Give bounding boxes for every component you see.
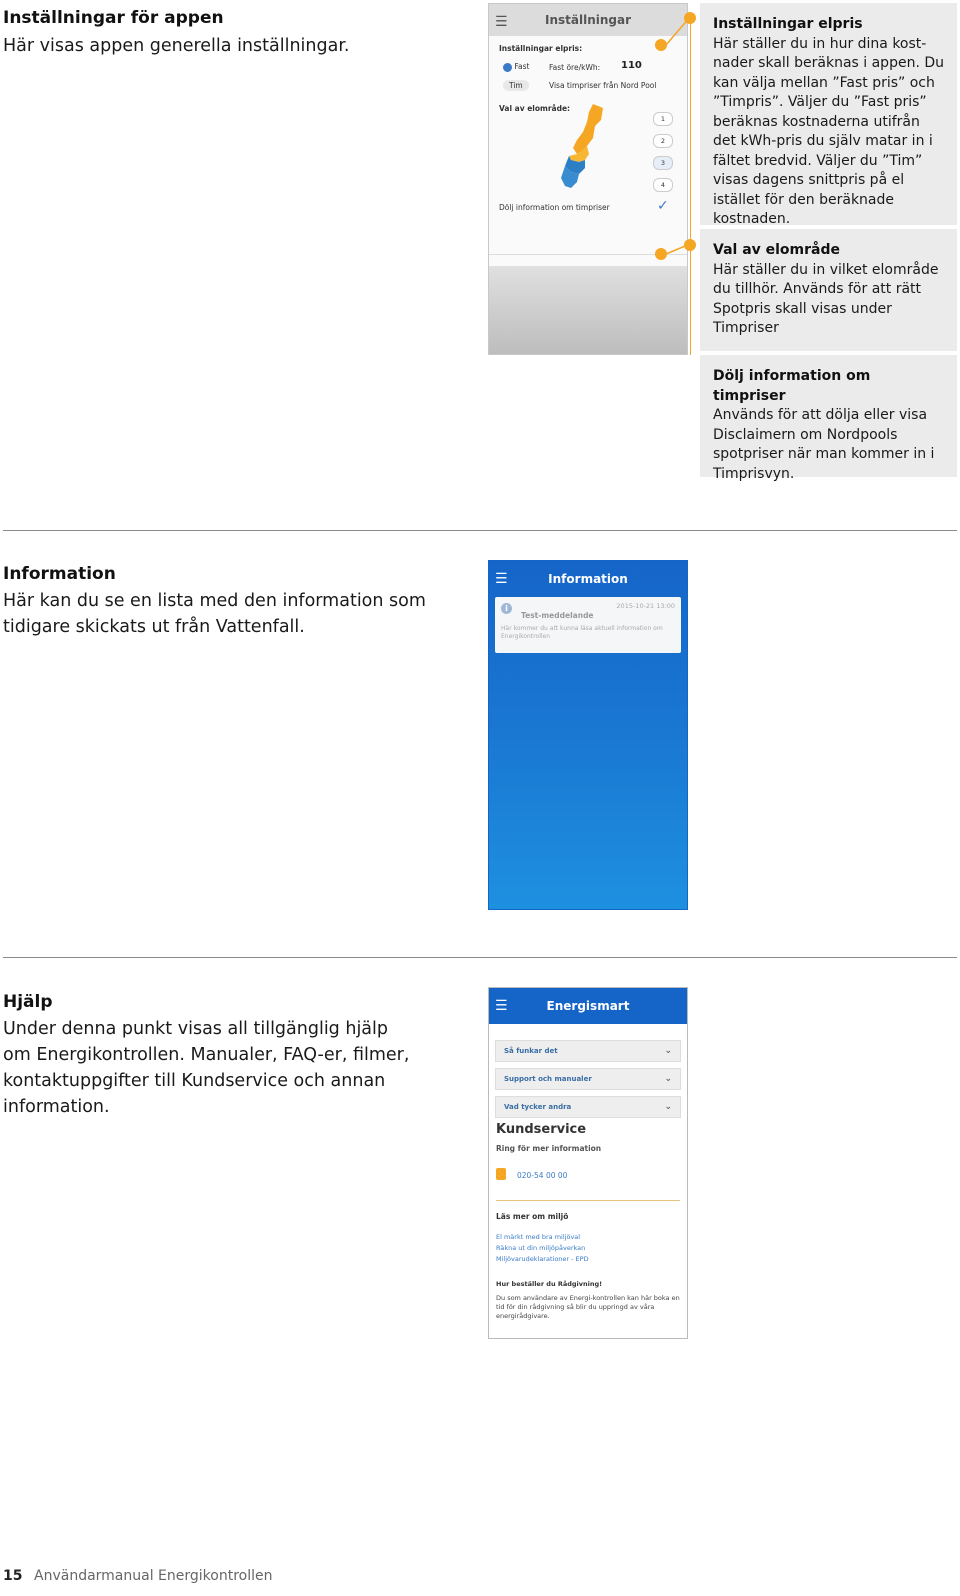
hamburger-icon: ☰ xyxy=(495,998,508,1014)
tim-radio: Tim xyxy=(503,80,529,91)
callout-elpris xyxy=(700,3,957,225)
callout-body: Här ställer du in vilket elområde du tillhör. Används för att rätt Spotpris skall visas under Timpriser xyxy=(713,261,939,336)
message-date: 2015-10-21 13:00 xyxy=(616,602,675,610)
fast-value: 110 xyxy=(621,60,642,71)
connector-lines xyxy=(660,10,700,270)
check-icon: ✓ xyxy=(657,198,669,214)
help-screenshot xyxy=(488,987,688,1339)
section-divider xyxy=(3,530,957,531)
help-header xyxy=(489,988,687,1024)
callout-elomrade xyxy=(700,229,957,351)
elpris-label: Inställningar elpris: xyxy=(499,44,583,53)
order-title: Hur beställer du Rådgivning! xyxy=(496,1280,603,1288)
callout-bar xyxy=(690,17,691,355)
separator xyxy=(496,1200,680,1201)
faded-area xyxy=(489,266,687,354)
chevron-down-icon: ⌄ xyxy=(664,1046,672,1056)
info-icon: i xyxy=(501,603,512,614)
kundservice-title: Kundservice xyxy=(496,1122,587,1137)
help-body: Under denna punkt visas all tillgänglig hjälp om Energikontrollen. Manualer, FAQ-er, filmer, kontaktuppgifter till Kundservice och annan information. xyxy=(3,1019,410,1117)
order-body: Du som användare av Energi-kontrollen kan här boka en tid för din rådgivning så blir du uppringd av våra energirådgivare. xyxy=(496,1294,680,1320)
settings-header xyxy=(489,4,687,36)
list-item: Räkna ut din miljöpåverkan xyxy=(496,1244,586,1252)
page-number: 15 xyxy=(3,1568,23,1584)
help-title: Hjälp xyxy=(3,992,53,1012)
callout-dot xyxy=(655,248,667,260)
hide-info-label: Dölj information om timpriser xyxy=(499,203,610,212)
callout-dolj xyxy=(700,355,957,482)
section-divider xyxy=(3,957,957,958)
callout-body: Används för att dölja eller visa Disclaimern om Nordpools spotpriser när man kommer in i Timprisvyn. xyxy=(713,407,935,482)
area-label: Val av elområde: xyxy=(499,104,571,113)
settings-title: Inställningar för appen xyxy=(3,8,224,28)
callout-title: Inställningar elpris xyxy=(713,16,863,32)
area-option: 2 xyxy=(653,134,673,148)
list-item: El märkt med bra miljöval xyxy=(496,1233,581,1241)
kundservice-phone: 020-54 00 00 xyxy=(517,1171,568,1180)
area-option: 4 xyxy=(653,178,673,192)
more-title: Läs mer om miljö xyxy=(496,1212,569,1221)
chevron-down-icon: ⌄ xyxy=(664,1074,672,1084)
manual-title: Användarmanual Energikontrollen xyxy=(34,1568,273,1584)
accordion-item: Support och manualer ⌄ xyxy=(495,1068,681,1090)
callout-body: Här ställer du in hur dina kost-nader skall beräknas i appen. Du kan välja mellan ”Fast pris” och ”Timpris”. Väljer du ”Fast pris” beräknas kostnaderna utifrån det kWh-pris du själv matar in i fältet bredvid. Väljer du ”Tim” visas dagens snittpris på el istället för den beräknade kostnaden. xyxy=(713,35,944,227)
callout-title: Dölj information om timpriser xyxy=(713,368,871,404)
fast-field-label: Fast öre/kWh: xyxy=(549,63,601,72)
message-title: Test-meddelande xyxy=(521,611,594,620)
message-body: Här kommer du att kunna läsa aktuell information om Energikontrollen xyxy=(501,625,663,640)
area-option: 1 xyxy=(653,112,673,126)
information-screenshot xyxy=(488,560,688,910)
area-option: 3 xyxy=(653,156,673,170)
information-screen-title: Information xyxy=(548,572,628,586)
accordion-item: Vad tycker andra ⌄ xyxy=(495,1096,681,1118)
chevron-down-icon: ⌄ xyxy=(664,1102,672,1112)
information-body: Här kan du se en lista med den information som tidigare skickats ut från Vattenfall. xyxy=(3,591,426,637)
help-screen-title: Energismart xyxy=(546,999,630,1013)
sweden-map xyxy=(549,102,619,202)
kundservice-subtitle: Ring för mer information xyxy=(496,1144,602,1153)
callout-title: Val av elområde xyxy=(713,242,841,258)
settings-body: Här visas appen generella inställningar. xyxy=(3,36,350,56)
information-title: Information xyxy=(3,564,116,584)
list-item: Miljövarudeklarationer - EPD xyxy=(496,1255,589,1263)
hamburger-icon: ☰ xyxy=(495,14,508,30)
settings-screen-title: Inställningar xyxy=(544,13,631,27)
information-header xyxy=(489,561,687,597)
callout-dot xyxy=(655,39,667,51)
fast-radio: Fast xyxy=(503,62,529,72)
tim-text: Visa timpriser från Nord Pool xyxy=(549,81,657,90)
link-list xyxy=(496,1232,589,1265)
message-card xyxy=(495,597,681,653)
hamburger-icon: ☰ xyxy=(495,571,508,587)
settings-screenshot xyxy=(488,3,688,355)
accordion-item: Så funkar det ⌄ xyxy=(495,1040,681,1062)
phone-icon xyxy=(496,1168,506,1180)
